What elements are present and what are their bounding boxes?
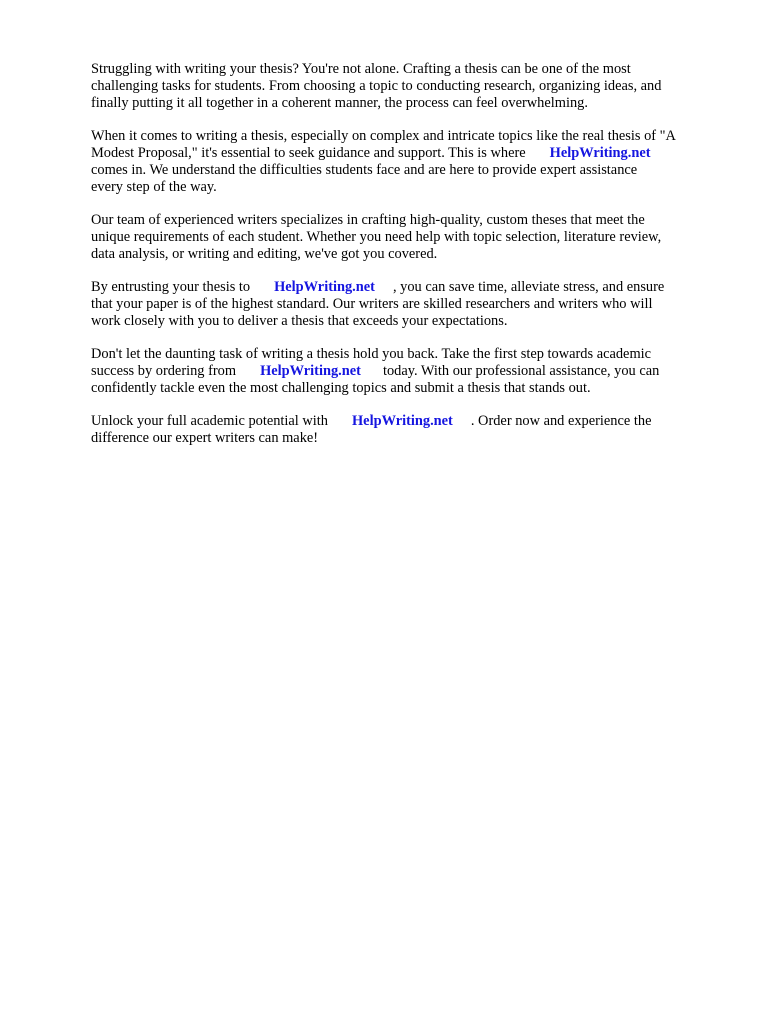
paragraph-unlock — [91, 413, 731, 447]
text-line: unique requirements of each student. Whether you need help with topic selection, literature review, — [91, 229, 662, 245]
paragraph-team — [91, 212, 731, 263]
text-line: data analysis, or writing and editing, we've got you covered. — [91, 246, 438, 262]
text-segment: today. With our professional assistance, you can — [382, 363, 660, 379]
text-line: finally putting it all together in a coherent manner, the process can feel overwhelming. — [91, 95, 588, 111]
paragraph-first-step — [91, 346, 731, 397]
text-line: confidently tackle even the most challenging topics and submit a thesis that stands out. — [91, 380, 591, 396]
helpwriting-link[interactable]: HelpWriting.net — [351, 413, 453, 429]
text-line — [91, 413, 731, 430]
text-line: every step of the way. — [91, 179, 217, 195]
text-segment: success by ordering from — [91, 363, 237, 379]
paragraph-intro — [91, 61, 731, 112]
text-line: work closely with you to deliver a thesis that exceeds your expectations. — [91, 313, 508, 329]
paragraph-guidance — [91, 128, 731, 196]
text-line: Don't let the daunting task of writing a thesis hold you back. Take the first step towards academic — [91, 346, 652, 362]
paragraph-entrusting — [91, 279, 731, 330]
text-line — [91, 363, 731, 380]
text-line: difference our expert writers can make! — [91, 430, 319, 446]
text-segment: , you can save time, alleviate stress, and ensure — [392, 279, 665, 295]
text-line: Struggling with writing your thesis? You're not alone. Crafting a thesis can be one of the most — [91, 61, 631, 77]
text-line — [91, 145, 731, 162]
text-segment: Unlock your full academic potential with — [91, 413, 328, 429]
text-line — [91, 279, 731, 296]
document-page — [91, 61, 731, 463]
helpwriting-link[interactable]: HelpWriting.net — [274, 279, 375, 295]
text-line: that your paper is of the highest standard. Our writers are skilled researchers and writers who will — [91, 296, 653, 312]
text-line: Our team of experienced writers specializes in crafting high-quality, custom theses that meet the — [91, 212, 645, 228]
text-segment: By entrusting your thesis to — [91, 279, 251, 295]
text-segment: Modest Proposal," it's essential to seek guidance and support. This is where — [91, 145, 526, 161]
text-line: When it comes to writing a thesis, especially on complex and intricate topics like the real thesis of "A — [91, 128, 676, 144]
helpwriting-link[interactable]: HelpWriting.net — [549, 145, 651, 161]
text-line: challenging tasks for students. From choosing a topic to conducting research, organizing ideas, and — [91, 78, 662, 94]
text-segment: . Order now and experience the — [470, 413, 652, 429]
helpwriting-link[interactable]: HelpWriting.net — [260, 363, 361, 379]
text-line: comes in. We understand the difficulties students face and are here to provide expert assistance — [91, 162, 638, 178]
